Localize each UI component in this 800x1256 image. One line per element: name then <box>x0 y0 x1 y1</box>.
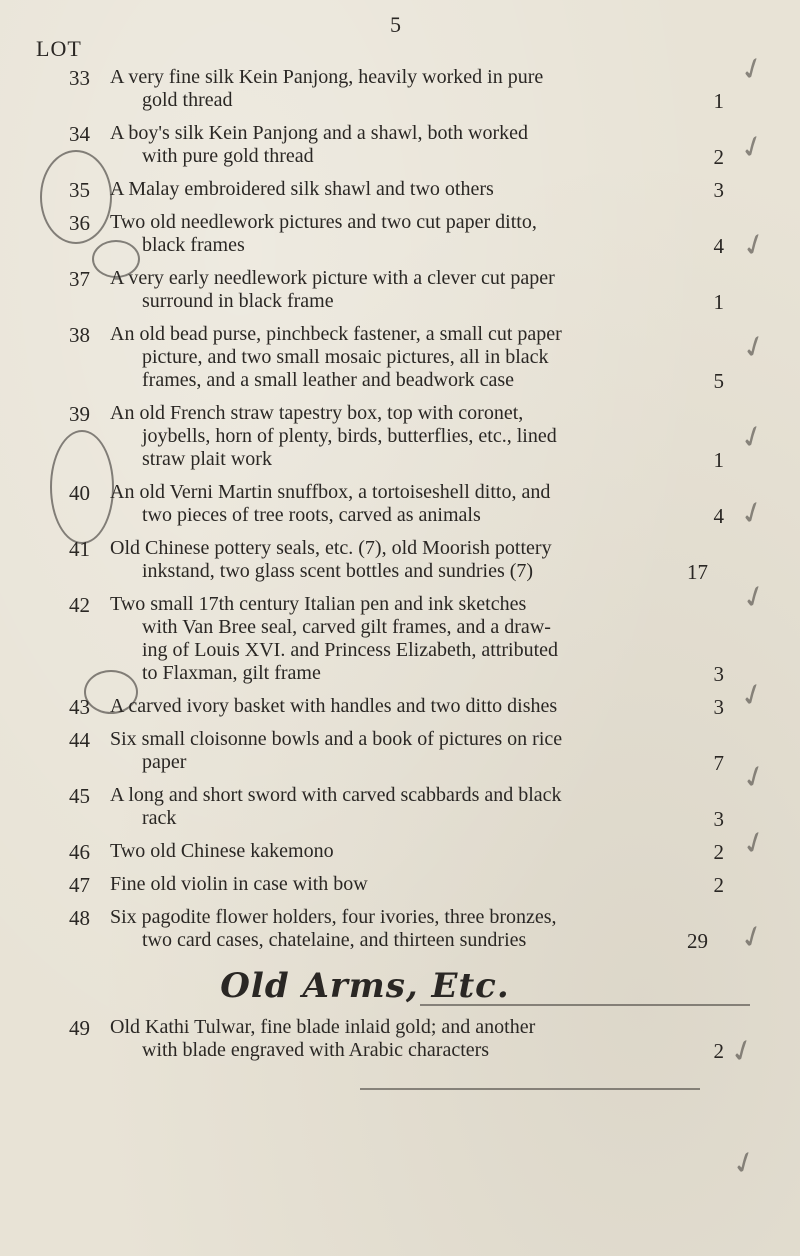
description-line: rack <box>142 807 177 829</box>
description-line: A boy's silk Kein Panjong and a shawl, both worked <box>110 122 529 144</box>
description-line: picture, and two small mosaic pictures, all in black <box>142 346 549 368</box>
lot-number: 46 <box>69 840 90 864</box>
lot-description <box>110 66 685 112</box>
lot-number: 38 <box>69 323 90 347</box>
description-line: An old bead purse, pinchbeck fastener, a small cut paper <box>110 323 562 345</box>
description-line: Two small 17th century Italian pen and ink sketches <box>110 593 527 615</box>
description-line: Old Chinese pottery seals, etc. (7), old Moorish pottery <box>110 537 552 559</box>
description-line: joybells, horn of plenty, birds, butterflies, etc., lined <box>142 425 557 447</box>
description-line: surround in black frame <box>142 290 334 312</box>
description-line: An old French straw tapestry box, top with coronet, <box>110 402 524 424</box>
lot-description <box>110 1016 685 1062</box>
lot-number: 48 <box>69 906 90 930</box>
lot-description <box>110 402 685 471</box>
lot-quantity: 29 <box>687 929 708 953</box>
lot-description <box>110 267 685 313</box>
lot-description <box>110 481 685 527</box>
description-line: black frames <box>142 234 245 256</box>
lot-number: 44 <box>69 728 90 752</box>
pencil-tick-mark: ✓ <box>725 1031 761 1072</box>
lot-quantity: 17 <box>687 560 708 584</box>
lot-description <box>110 593 685 685</box>
lot-number: 43 <box>69 695 90 719</box>
lot-description <box>110 695 685 718</box>
lot-number: 45 <box>69 784 90 808</box>
pencil-tick-mark: ✓ <box>737 757 773 798</box>
description-line: A very fine silk Kein Panjong, heavily worked in pure <box>110 66 544 88</box>
description-line: ing of Louis XVI. and Princess Elizabeth, attributed <box>142 639 559 661</box>
description-line: straw plait work <box>142 448 272 470</box>
lot-number: 34 <box>69 122 90 146</box>
lot-description <box>110 873 685 896</box>
page-number: 5 <box>390 12 401 37</box>
pencil-tick-mark: ✓ <box>737 327 773 368</box>
pencil-rule <box>360 1088 700 1090</box>
lot-quantity: 2 <box>713 873 724 897</box>
pencil-tick-mark: ✓ <box>737 823 773 864</box>
lot-quantity: 2 <box>713 1039 724 1063</box>
lot-description <box>110 178 685 201</box>
lot-description <box>110 728 685 774</box>
description-line: with pure gold thread <box>142 145 314 167</box>
description-line: inkstand, two glass scent bottles and sundries (7) <box>142 560 534 582</box>
description-line: Six small cloisonne bowls and a book of pictures on rice <box>110 728 563 750</box>
description-line: A very early needlework picture with a clever cut paper <box>110 267 555 289</box>
pencil-tick-mark: ✓ <box>735 49 771 90</box>
description-line: with blade engraved with Arabic characters <box>142 1039 490 1061</box>
lot-description <box>110 211 685 257</box>
section-title: Old Arms, Etc. <box>220 966 510 1006</box>
lot-number: 49 <box>69 1016 90 1040</box>
pencil-tick-mark: ✓ <box>735 127 771 168</box>
lot-number: 39 <box>69 402 90 426</box>
lot-number: 47 <box>69 873 90 897</box>
lot-description <box>110 906 685 952</box>
lot-description <box>110 537 685 583</box>
description-line: two pieces of tree roots, carved as animals <box>142 504 481 526</box>
pencil-tick-mark: ✓ <box>737 225 773 266</box>
lot-number: 42 <box>69 593 90 617</box>
lot-quantity: 4 <box>713 504 724 528</box>
lot-column-header: LOT <box>36 36 82 61</box>
pencil-tick-mark: ✓ <box>735 917 771 958</box>
lot-quantity: 3 <box>713 178 724 202</box>
lot-quantity: 3 <box>713 695 724 719</box>
description-line: Two old needlework pictures and two cut paper ditto, <box>110 211 537 233</box>
description-line: paper <box>142 751 187 773</box>
lot-description <box>110 122 685 168</box>
lot-description <box>110 784 685 830</box>
lot-description <box>110 840 685 863</box>
lot-quantity: 2 <box>713 145 724 169</box>
pencil-tick-mark: ✓ <box>727 1143 763 1184</box>
lot-quantity: 1 <box>713 290 724 314</box>
description-line: Two old Chinese kakemono <box>110 840 334 862</box>
lot-quantity: 1 <box>713 89 724 113</box>
lot-quantity: 2 <box>713 840 724 864</box>
lot-number: 37 <box>69 267 90 291</box>
lot-quantity: 7 <box>713 751 724 775</box>
lot-quantity: 5 <box>713 369 724 393</box>
lot-number: 36 <box>69 211 90 235</box>
lot-quantity: 3 <box>713 807 724 831</box>
lot-number: 41 <box>69 537 90 561</box>
description-line: Fine old violin in case with bow <box>110 873 368 895</box>
description-line: gold thread <box>142 89 233 111</box>
lot-number: 33 <box>69 66 90 90</box>
lot-quantity: 3 <box>713 662 724 686</box>
pencil-tick-mark: ✓ <box>735 493 771 534</box>
description-line: A long and short sword with carved scabbards and black <box>110 784 562 806</box>
description-line: An old Verni Martin snuffbox, a tortoiseshell ditto, and <box>110 481 551 503</box>
lot-number: 40 <box>69 481 90 505</box>
pencil-tick-mark: ✓ <box>735 675 771 716</box>
lot-quantity: 1 <box>713 448 724 472</box>
pencil-tick-mark: ✓ <box>735 417 771 458</box>
description-line: Six pagodite flower holders, four ivories, three bronzes, <box>110 906 557 928</box>
description-line: to Flaxman, gilt frame <box>142 662 321 684</box>
pencil-tick-mark: ✓ <box>737 577 773 618</box>
lot-description <box>110 323 685 392</box>
description-line: A carved ivory basket with handles and two ditto dishes <box>110 695 558 717</box>
description-line: A Malay embroidered silk shawl and two others <box>110 178 494 200</box>
description-line: two card cases, chatelaine, and thirteen sundries <box>142 929 527 951</box>
description-line: frames, and a small leather and beadwork case <box>142 369 515 391</box>
description-line: with Van Bree seal, carved gilt frames, and a draw- <box>142 616 551 638</box>
description-line: Old Kathi Tulwar, fine blade inlaid gold; and another <box>110 1016 536 1038</box>
lot-number: 35 <box>69 178 90 202</box>
lot-quantity: 4 <box>713 234 724 258</box>
